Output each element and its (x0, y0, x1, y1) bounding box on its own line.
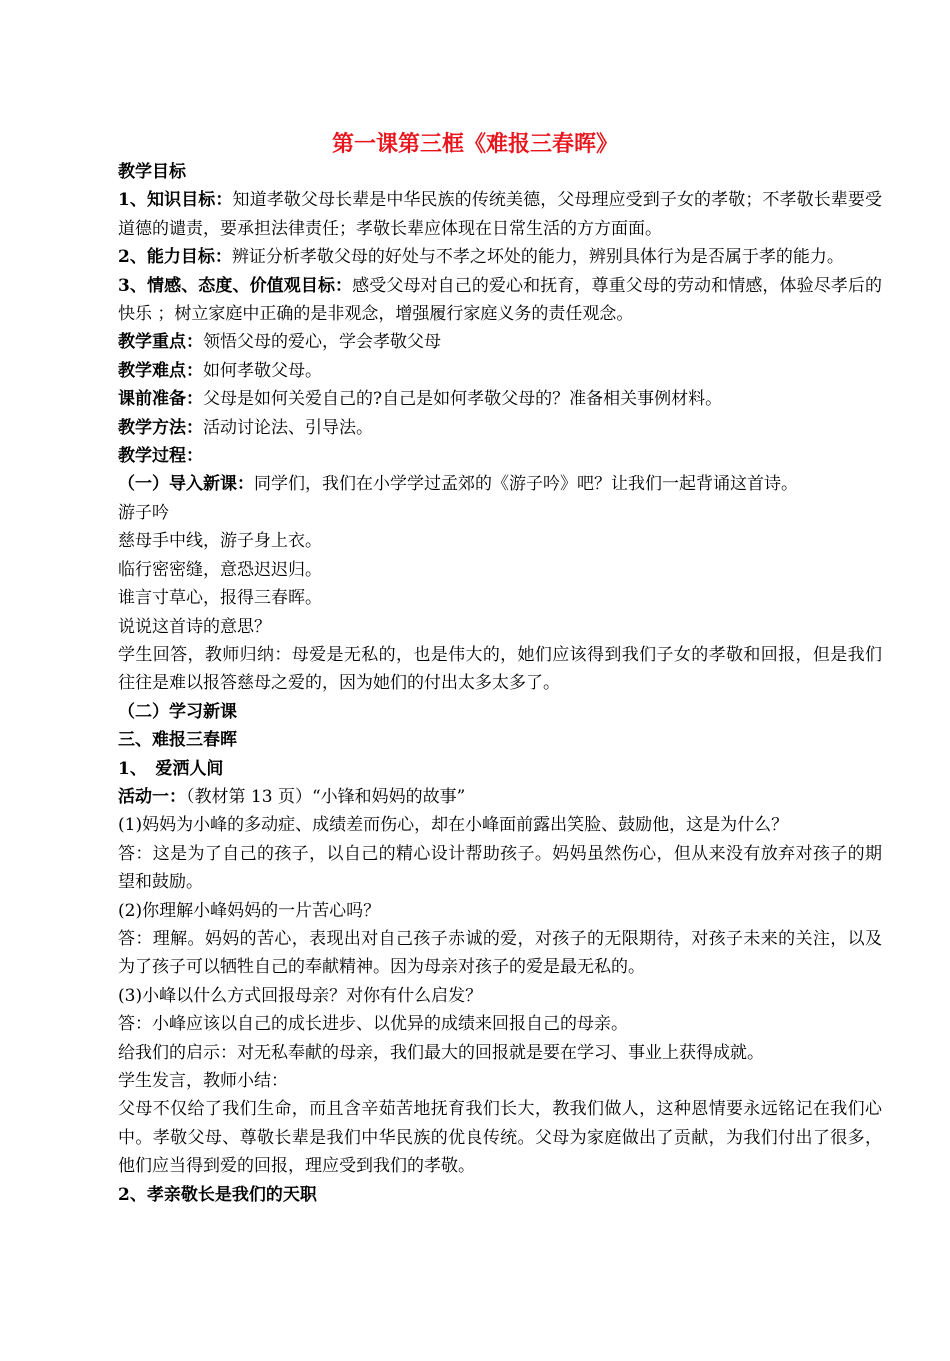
activity-one-text: （教材第 13 页）“小锋和妈妈的故事” (186, 786, 466, 807)
question-1: (1)妈妈为小峰的多动症、成绩差而伤心，却在小峰面前露出笑脸、鼓励他，这是为什么？ (118, 815, 789, 836)
question-2: (2)你理解小峰妈妈的一片苦心吗？ (118, 900, 381, 921)
goal-knowledge-text: 知道孝敬父母长辈是中华民族的传统美德，父母理应受到子女的孝敬；不孝敬长辈要受道德的谴责，要承担法律责任；孝敬长辈应体现在日常生活的方方面面。 (118, 190, 882, 239)
prep-text: 父母是如何关爱自己的?自己是如何孝敬父母的？准备相关事例材料。 (203, 389, 723, 410)
goals-heading: 教学目标 (118, 162, 186, 182)
answer-3: 答：小峰应该以自己的成长进步、以优异的成绩来回报自己的母亲。 (118, 1014, 628, 1035)
summary-text: 父母不仅给了我们生命，而且含辛茹苦地抚育我们长大，教我们做人，这种恩情要永远铭记在我们心中。孝敬父母、尊敬长辈是我们中华民族的优良传统。父母为家庭做出了贡献，为我们付出了很多，他们应当得到爱的回报，理应受到我们的孝敬。 (118, 1099, 882, 1177)
prep-label: 课前准备： (118, 389, 203, 410)
poem-question: 说说这首诗的意思？ (118, 616, 271, 637)
key-text: 领悟父母的爱心，学会孝敬父母 (203, 332, 441, 353)
poem-line: 谁言寸草心，报得三春晖。 (118, 588, 322, 609)
document-title: 第一课第三框《难报三春晖》 (331, 131, 618, 157)
teaching-key-point (118, 328, 882, 356)
goal-knowledge (118, 186, 882, 243)
goal-emotion-text: 感受父母对自己的爱心和抚育，尊重父母的劳动和情感，体验尽孝后的快乐 ；树立家庭中正确的是非观念，增强履行家庭义务的责任观念。 (118, 275, 882, 325)
goal-emotion (118, 272, 882, 329)
intro-text: 同学们，我们在小学学过孟郊的《游子吟》吧？让我们一起背诵这首诗。 (254, 474, 798, 495)
new-lesson-heading: （二）学习新课 (118, 701, 237, 722)
answer-2: 答：理解。妈妈的苦心，表现出对自己孩子赤诚的爱，对孩子的无限期待，对孩子未来的关注，以及为了孩子可以牺牲自己的奉献精神。因为母亲对孩子的爱是最无私的。 (118, 928, 882, 978)
intro-paragraph (118, 470, 882, 498)
part1-heading: 1、 爱洒人间 (118, 758, 224, 779)
poem-answer: 学生回答，教师归纳：母爱是无私的，也是伟大的，她们应该得到我们子女的孝敬和回报，但是我们往往是难以报答慈母之爱的，因为她们的付出太多太多了。 (118, 644, 882, 694)
document-body (118, 158, 882, 1209)
activity-one (118, 783, 882, 811)
teaching-difficulty (118, 357, 882, 385)
inspiration: 给我们的启示：对无私奉献的母亲，我们最大的回报就是要在学习、事业上获得成就。 (118, 1042, 764, 1063)
process-heading: 教学过程： (118, 446, 203, 467)
teaching-method (118, 414, 882, 442)
goal-emotion-label: 3、情感、态度、价值观目标： (118, 275, 353, 296)
goal-ability-text: 辨证分析孝敬父母的好处与不孝之坏处的能力，辨别具体行为是否属于孝的能力。 (231, 247, 844, 268)
answer-1: 答：这是为了自己的孩子，以自己的精心设计帮助孩子。妈妈虽然伤心，但从来没有放弃对孩子的期望和鼓励。 (118, 843, 882, 893)
goal-ability-label: 2、能力目标： (118, 247, 232, 268)
activity-one-label: 活动一： (118, 786, 186, 807)
difficulty-text: 如何孝敬父母。 (203, 360, 322, 381)
key-label: 教学重点： (118, 332, 203, 353)
goal-ability (118, 243, 882, 271)
method-text: 活动讨论法、引导法。 (203, 417, 373, 438)
question-3: (3)小峰以什么方式回报母亲？对你有什么启发？ (118, 985, 483, 1006)
class-preparation (118, 385, 882, 413)
poem-title: 游子吟 (118, 502, 169, 523)
method-label: 教学方法： (118, 417, 203, 438)
part2-heading: 2、孝亲敬长是我们的天职 (118, 1184, 317, 1205)
part3-heading: 三、难报三春晖 (118, 730, 237, 751)
intro-label: （一）导入新课： (118, 474, 254, 495)
summary-intro: 学生发言，教师小结： (118, 1071, 288, 1091)
difficulty-label: 教学难点： (118, 360, 203, 381)
poem-line: 临行密密缝，意恐迟迟归。 (118, 559, 322, 580)
goal-knowledge-label: 1、知识目标： (118, 190, 233, 211)
poem-line: 慈母手中线，游子身上衣。 (118, 531, 322, 552)
